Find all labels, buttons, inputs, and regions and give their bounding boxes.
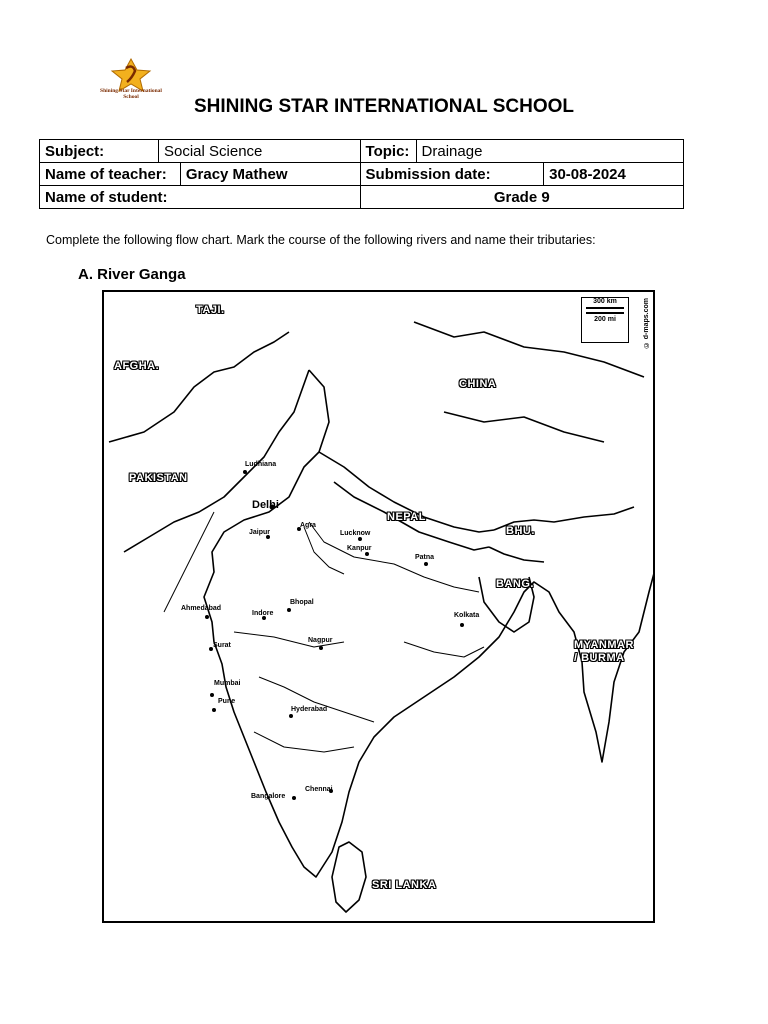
map-scale (581, 297, 629, 343)
city-label: Kolkata (454, 612, 480, 619)
topic-value: Drainage (416, 140, 683, 163)
country-label: AFGHA. (114, 360, 160, 372)
city-label: Delhi (252, 499, 279, 511)
country-label: / BURMA (574, 652, 625, 664)
city-label: Agra (300, 522, 316, 529)
city-label: Bhopal (290, 599, 314, 606)
country-label: NEPAL (387, 511, 426, 523)
country-label: BANG. (496, 578, 534, 590)
topic-label: Topic: (360, 140, 416, 163)
instruction-text: Complete the following flow chart. Mark the course of the following rivers and name their tributaries: (46, 233, 596, 247)
city-label: Jaipur (249, 529, 271, 536)
city-label: Patna (415, 554, 435, 561)
info-table (39, 139, 684, 209)
scale-mi: 200 mi (594, 316, 616, 323)
city-label: Ludhiana (245, 461, 277, 468)
country-label: TAJI. (196, 304, 225, 316)
school-name: SHINING STAR INTERNATIONAL SCHOOL (194, 96, 574, 117)
city-label: Chennai (305, 786, 333, 793)
city-label: Surat (213, 642, 231, 649)
map-credit: © d-maps.com (643, 298, 650, 349)
subject-label: Subject: (40, 140, 159, 163)
city-label: Pune (218, 698, 236, 705)
grade-value: Grade 9 (360, 186, 683, 209)
city-label: Lucknow (340, 530, 371, 537)
logo-text: Shining Star International School (100, 88, 162, 100)
star-logo-icon (106, 58, 156, 92)
teacher-label: Name of teacher: (40, 163, 181, 186)
city-label: Bangalore (251, 793, 286, 800)
country-label: PAKISTAN (129, 472, 188, 484)
subject-value: Social Science (159, 140, 361, 163)
country-label: MYANMAR (574, 639, 634, 651)
city-label: Kanpur (347, 545, 372, 552)
city-label: Mumbai (214, 680, 241, 687)
teacher-value: Gracy Mathew (180, 163, 360, 186)
submission-value: 30-08-2024 (544, 163, 684, 186)
submission-label: Submission date: (360, 163, 544, 186)
section-heading: A. River Ganga (78, 266, 186, 283)
country-label: BHU. (506, 525, 535, 537)
scale-km: 300 km (593, 298, 617, 305)
student-label: Name of student: (40, 186, 361, 209)
country-label: CHINA (459, 378, 497, 390)
city-label: Nagpur (308, 637, 333, 644)
india-outline-map (102, 290, 655, 923)
country-label: SRI LANKA (372, 879, 437, 891)
city-label: Indore (252, 610, 274, 617)
city-label: Hyderabad (291, 706, 328, 713)
city-label: Ahmedabad (181, 605, 222, 612)
